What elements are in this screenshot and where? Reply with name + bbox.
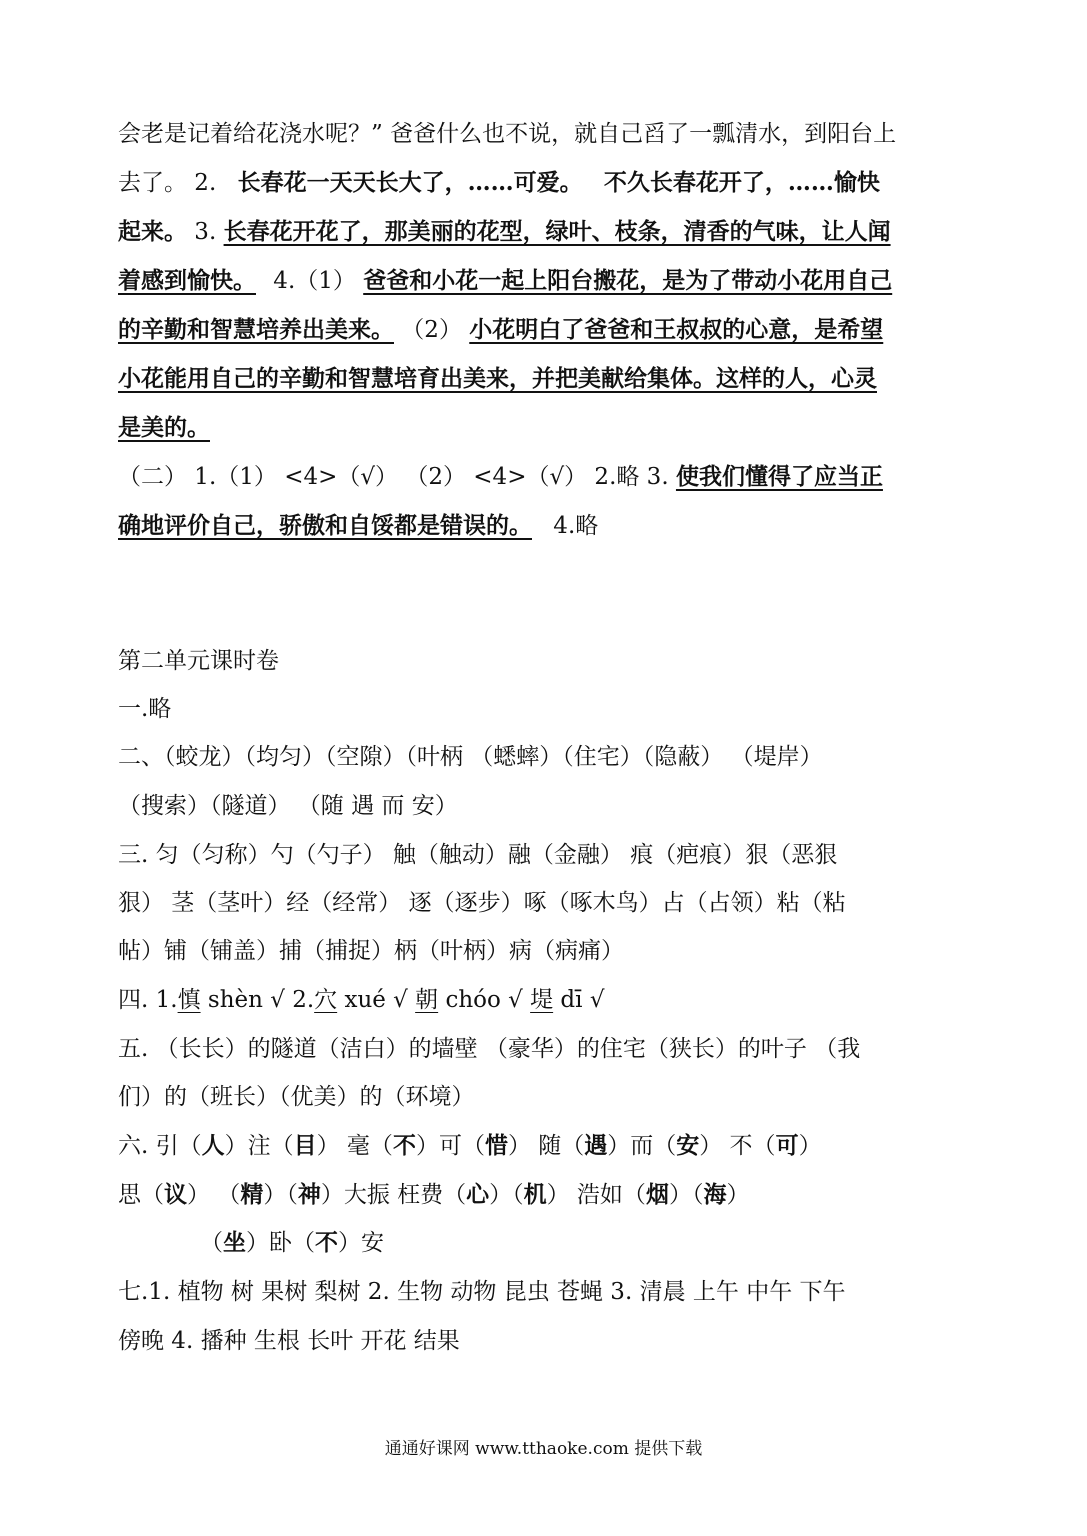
bold-answer-char: 坐 xyxy=(223,1229,246,1256)
bold-answer-char: 不 xyxy=(315,1229,338,1256)
text-line-9 xyxy=(118,511,978,541)
item-3-line-2 xyxy=(118,888,978,918)
text: shèn √ 2. xyxy=(200,987,315,1013)
text: xué √ xyxy=(337,987,416,1013)
text: （搜索）（隧道） （随 遇 而 安） xyxy=(118,793,458,819)
text: 傍晚 4. 播种 生根 长叶 开花 结果 xyxy=(118,1328,460,1354)
text-line-2 xyxy=(118,168,978,198)
text: 五. （长长）的隧道（洁白）的墙壁 （豪华）的住宅（狭长）的叶子 （我 xyxy=(118,1036,861,1062)
text: ）大振 枉费（ xyxy=(320,1182,467,1208)
text: chóo √ xyxy=(438,987,531,1013)
text: 去了。 2. xyxy=(118,170,217,196)
text: 会老是记着给花浇水呢？” 爸爸什么也不说，就自己舀了一瓢清水，到阳台上 xyxy=(118,121,897,147)
bold-answer: 起来。 xyxy=(118,218,187,245)
text: ）（ xyxy=(489,1182,524,1208)
bold-answer: 长春花一天天长大了，……可爱。 xyxy=(237,169,583,196)
bold-answer-char: 机 xyxy=(523,1181,547,1208)
bold-answer-char: 心 xyxy=(466,1181,490,1208)
text: 狠） 茎（茎叶）经（经常） 逐（逐步）啄（啄木鸟）占（占领）粘（粘 xyxy=(118,890,846,916)
item-6-line-3 xyxy=(200,1228,1060,1258)
item-6-line-2 xyxy=(118,1180,978,1210)
text: （2） xyxy=(394,317,462,343)
text-line-7 xyxy=(118,413,978,443)
underlined-answer: 爸爸和小花一起上阳台搬花，是为了带动小花用自己 xyxy=(363,267,893,294)
text: 七.1. 植物 树 果树 梨树 2. 生物 动物 昆虫 苍蝇 3. 清晨 上午 中午 下午 xyxy=(118,1279,846,1305)
text: ） 毫（ xyxy=(316,1133,393,1159)
text: 四. 1. xyxy=(118,987,178,1013)
bold-answer-char: 人 xyxy=(201,1132,225,1159)
text: （二） 1.（1） <4>（√） （2） <4>（√） 2.略 3. xyxy=(118,464,669,490)
text: 帖）铺（铺盖）捕（捕捉）柄（叶柄）病（病痛） xyxy=(118,938,624,964)
item-5-line-1 xyxy=(118,1034,978,1064)
bold-answer-char: 遇 xyxy=(584,1132,608,1159)
bold-answer-char: 安 xyxy=(676,1132,700,1159)
item-4 xyxy=(118,985,978,1015)
item-7-line-1 xyxy=(118,1277,978,1307)
text: ） 浩如（ xyxy=(546,1182,646,1208)
text: ）安 xyxy=(338,1230,384,1256)
bold-answer-char: 神 xyxy=(297,1181,321,1208)
underlined-answer: 是美的。 xyxy=(118,414,210,441)
item-2-line-1 xyxy=(118,742,978,772)
bold-answer-char: 议 xyxy=(164,1181,187,1208)
text: ）（ xyxy=(263,1182,298,1208)
text: ）可（ xyxy=(415,1133,485,1159)
item-1 xyxy=(118,694,978,724)
text: ） xyxy=(726,1182,750,1208)
item-3-line-3 xyxy=(118,936,978,966)
underlined-char: 慎 xyxy=(177,987,201,1013)
text-line-3 xyxy=(118,217,978,247)
text: ） xyxy=(798,1133,822,1159)
underlined-answer: 长春花开花了，那美丽的花型，绿叶、枝条，清香的气味，让人闻 xyxy=(223,218,891,245)
underlined-char: 朝 xyxy=(415,987,439,1013)
underlined-answer: 着感到愉快。 xyxy=(118,267,256,294)
bold-answer-char: 海 xyxy=(703,1181,727,1208)
footer-credit: 通通好课网 www.tthaoke.com 提供下载 xyxy=(384,1439,703,1459)
text: 六. 引（ xyxy=(118,1133,202,1159)
underlined-answer: 使我们懂得了应当正 xyxy=(675,463,883,490)
text: 4.（1） xyxy=(266,268,356,294)
text: ） 随（ xyxy=(507,1133,585,1159)
text-line-6 xyxy=(118,364,978,394)
text-line-4 xyxy=(118,266,978,296)
bold-answer: 不久长春花开了，……愉快 xyxy=(603,169,880,196)
text: ） 不（ xyxy=(699,1133,776,1159)
bold-answer-char: 可 xyxy=(775,1132,799,1159)
underlined-answer: 小花明白了爸爸和王叔叔的心意，是希望 xyxy=(469,316,884,343)
text: ）（ xyxy=(668,1182,704,1208)
section-title xyxy=(118,646,978,676)
bold-answer-char: 烟 xyxy=(645,1181,669,1208)
text: 4.略 xyxy=(546,513,599,539)
underlined-char: 堤 xyxy=(530,987,554,1013)
text: ）而（ xyxy=(607,1133,677,1159)
text-line-5 xyxy=(118,315,978,345)
underlined-char: 穴 xyxy=(314,987,338,1013)
item-7-line-2 xyxy=(118,1326,978,1356)
text: dī √ xyxy=(553,987,605,1013)
item-2-line-2 xyxy=(118,791,978,821)
bold-answer-char: 目 xyxy=(293,1132,317,1159)
item-6-line-1 xyxy=(118,1131,978,1161)
text: 们）的（班长）（优美）的（环境） xyxy=(118,1084,475,1110)
text: ）卧（ xyxy=(246,1230,315,1256)
text: 二、（蛟龙）（均匀）（空隙）（叶柄 （蟋蟀）（住宅）（隐蔽） （堤岸） xyxy=(118,744,823,770)
text: 思（ xyxy=(118,1182,164,1208)
item-5-line-2 xyxy=(118,1082,978,1112)
text-line-1 xyxy=(118,119,978,149)
text: 一.略 xyxy=(118,696,172,722)
text: ） （ xyxy=(187,1182,241,1208)
text: ）注（ xyxy=(224,1133,294,1159)
underlined-answer: 的辛勤和智慧培养出美来。 xyxy=(118,316,394,343)
bold-answer-char: 惜 xyxy=(484,1132,508,1159)
bold-answer-char: 不 xyxy=(392,1132,416,1159)
text: 三. 匀（匀称）勺（勺子） 触（触动）融（金融） 痕（疤痕）狠（恶狠 xyxy=(118,842,838,868)
text: 3. xyxy=(187,219,217,245)
underlined-answer: 确地评价自己，骄傲和自馁都是错误的。 xyxy=(118,512,532,539)
text: （ xyxy=(200,1230,223,1256)
text-line-8 xyxy=(118,462,978,492)
section-heading: 第二单元课时卷 xyxy=(118,648,279,674)
underlined-answer: 小花能用自己的辛勤和智慧培育出美来，并把美献给集体。这样的人，心灵 xyxy=(118,365,877,392)
item-3-line-1 xyxy=(118,840,978,870)
bold-answer-char: 精 xyxy=(240,1181,264,1208)
